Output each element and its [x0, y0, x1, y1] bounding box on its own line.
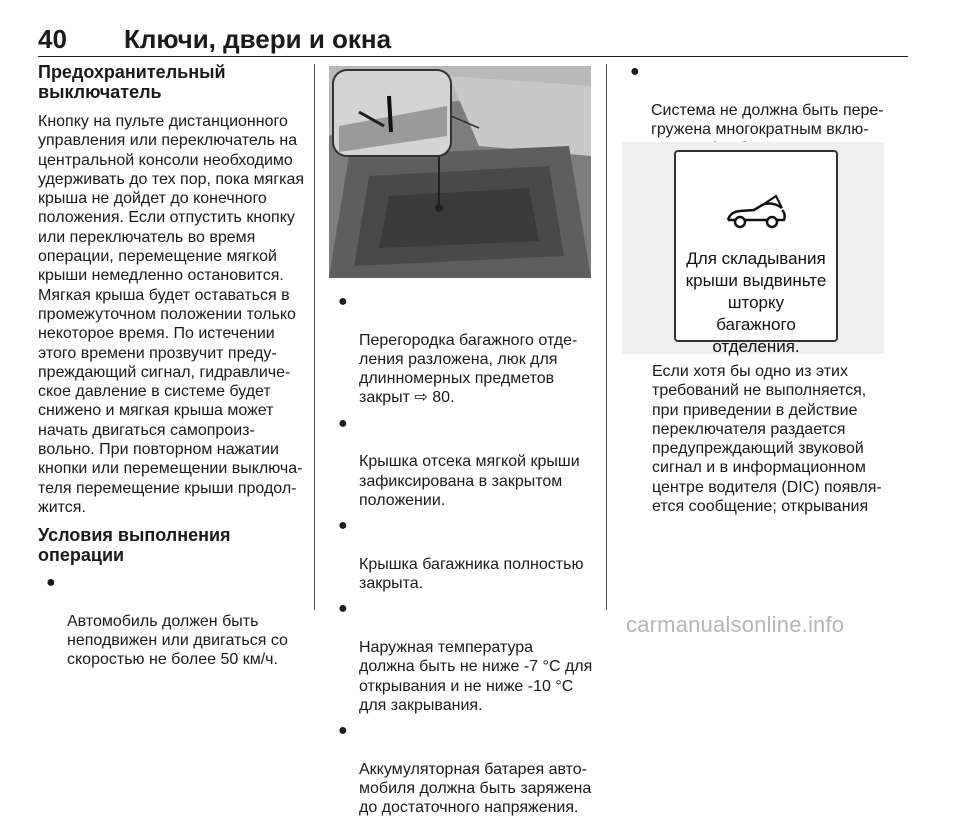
list-item-text: Крышка отсека мягкой крыши зафиксирована в закрытом положении.: [359, 453, 580, 509]
chapter-title: Ключи, двери и окна: [124, 24, 392, 54]
list-item-text: Автомобиль должен быть неподвижен или двигаться со скоростью не более 50 км/ч.: [67, 612, 288, 669]
body-paragraph: Кнопку на пульте дистанционного управления или переключатель на центральной консоли необходимо удерживать до тех пор, пока мягкая крыша не дойдет до конечного положения. Если отпустить кнопку или переключатель во время операции, перемещение мягкой крыши немедленно остановится. Мягкая крыша будет оставаться в промежуточном положении только некоторое время. По истечении этого времени прозвучит преду- преждающий сигнал, гидравличе- ское давление в системе будет снижено и мягкая крыша может начать двигаться самопроиз- вольно. При повторном нажатии кнопки или перемещении выключа- теля перемещение крыши продол- жится.: [38, 113, 305, 516]
list-item: [330, 414, 596, 510]
list-item: [38, 573, 310, 669]
header-rule: [38, 56, 908, 57]
section-heading: Предохранительный выключатель: [38, 62, 226, 102]
list-item-text: Крышка багажника полностью закрыта.: [359, 555, 584, 593]
convertible-car-icon: [724, 192, 788, 232]
column-1: [38, 62, 310, 676]
dic-message-text: Для складывания крыши выдвиньте шторку багажного отделения.: [685, 249, 827, 356]
dic-message-panel: [674, 150, 838, 356]
page-reference-icon: ⇨: [414, 389, 428, 407]
watermark: carmanualsonline.info: [626, 612, 845, 637]
bullet-icon: ●: [630, 63, 640, 80]
list-item: [330, 721, 596, 817]
bullet-icon: ●: [46, 574, 56, 592]
subsection-heading: Условия выполнения операции: [38, 525, 231, 566]
column-2: [330, 292, 596, 824]
list-item: [330, 292, 596, 408]
column-divider: [606, 64, 607, 610]
page-number: 40: [38, 24, 67, 54]
bullet-icon: ●: [338, 414, 348, 432]
list-item-text: Аккумуляторная батарея авто- мобиля должна быть заряжена до достаточного напряжения.: [359, 760, 592, 817]
column-divider: [314, 64, 315, 610]
list-item: [330, 599, 596, 715]
page-reference[interactable]: 80.: [432, 389, 455, 407]
body-paragraph: Если хотя бы одно из этих требований не выполняется, при приведении в действие переключателя раздается предупреждающий звуковой сигнал и в информационном центре водителя (DIC) появля- ется сообщение; открывания: [652, 363, 882, 516]
page-header: [38, 24, 908, 54]
list-item-text: Перегородка багажного отде- ления разложена, люк для длинномерных предметов закрыт: [359, 331, 578, 407]
bullet-icon: ●: [338, 293, 348, 310]
bullet-icon: ●: [338, 600, 348, 618]
column-3-continued: [652, 362, 892, 516]
list-item-text: Система не должна быть пере- гружена многократным вклю-: [651, 101, 884, 138]
bullet-icon: ●: [338, 517, 348, 535]
trunk-illustration: [329, 66, 591, 278]
trunk-photo: [329, 66, 591, 278]
list-item: [330, 516, 596, 593]
bullet-icon: ●: [338, 722, 348, 740]
list-item-text: Наружная температура должна быть не ниже -7 °C для открывания и не ниже -10 °C для закрывания.: [359, 639, 593, 714]
